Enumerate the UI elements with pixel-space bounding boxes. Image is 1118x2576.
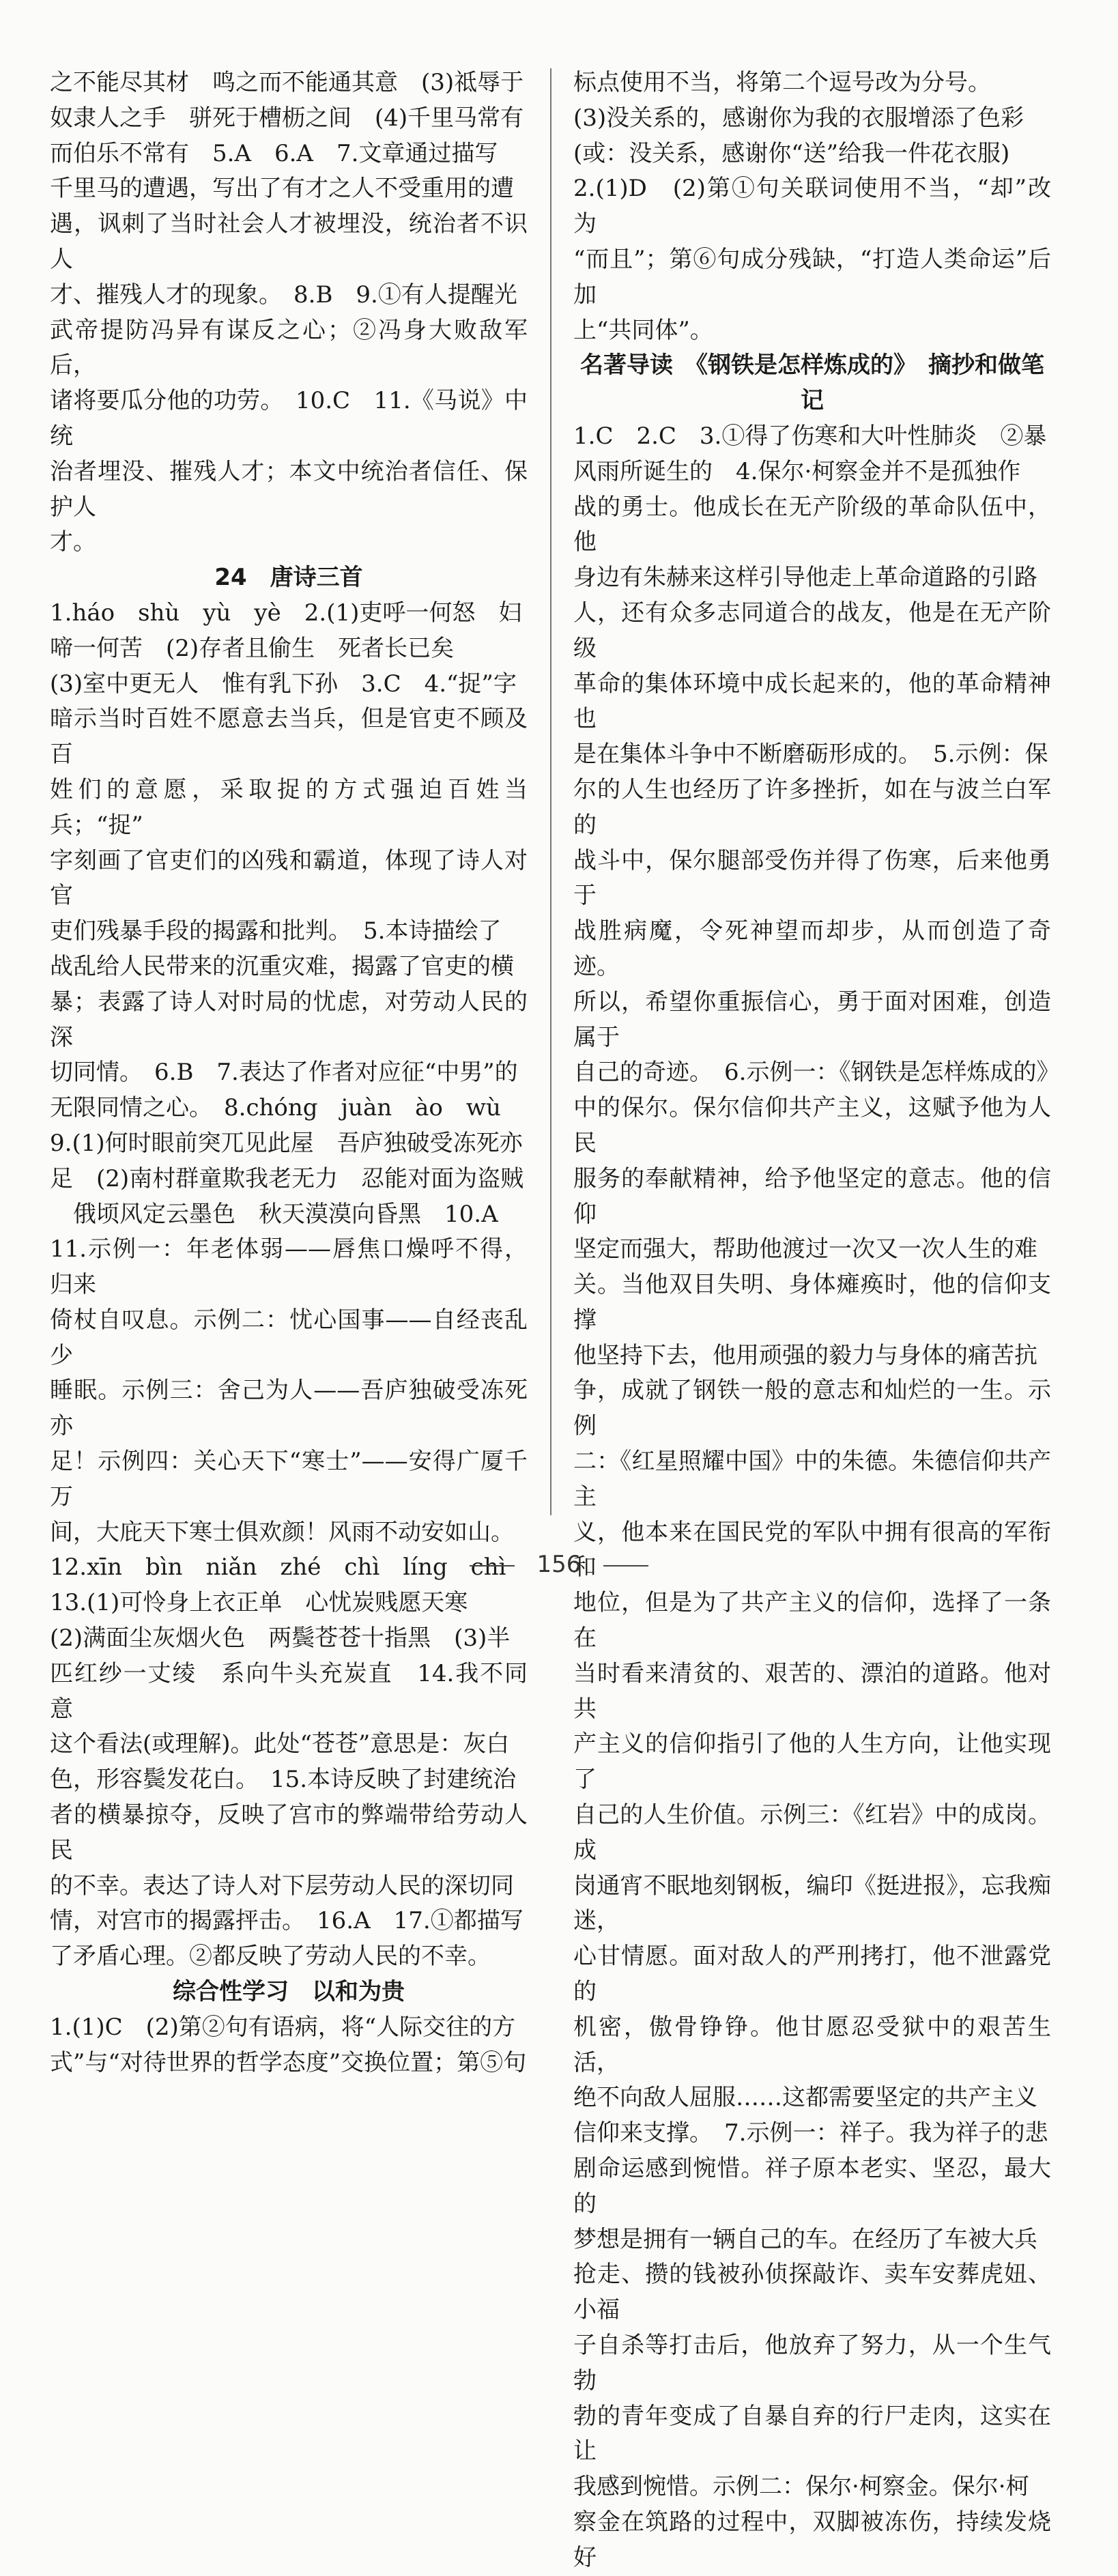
- text-line: 奴隶人之手 骈死于槽枥之间 (4)千里马常有: [50, 104, 524, 132]
- text-line: (或：没关系，感谢你“送”给我一件花衣服): [573, 139, 1010, 167]
- text-line: 我感到惋惜。示例二：保尔·柯察金。保尔·柯: [573, 2473, 1029, 2501]
- text-line: 倚杖自叹息。示例二：忧心国事——自经丧乱少: [50, 1306, 528, 1369]
- text-line: 俄顷风定云墨色 秋天漠漠向昏黑 10.A: [50, 1200, 498, 1228]
- text-line: 暗示当时百姓不愿意去当兵，但是官吏不顾及百: [50, 705, 528, 769]
- text-line: 心甘情愿。面对敌人的严刑拷打，他不泄露党的: [573, 1943, 1051, 2006]
- footer-dash-left: [470, 1565, 515, 1566]
- text-line: 战的勇士。他成长在无产阶级的革命队伍中，他: [573, 493, 1051, 556]
- text-line: 服务的奉献精神，给予他坚定的意志。他的信仰: [573, 1164, 1051, 1228]
- text-line: 足！示例四：关心天下“寒士”——安得广厦千万: [50, 1448, 528, 1511]
- text-line: 所以，希望你重振信心，勇于面对困难，创造属于: [573, 988, 1051, 1051]
- right-column: [573, 66, 1060, 2576]
- text-line: 绝不向敌人屈服……这都需要坚定的共产主义: [573, 2084, 1037, 2112]
- text-line: 抢走、攒的钱被孙侦探敲诈、卖车安葬虎妞、小福: [573, 2261, 1051, 2324]
- text-line: 身边有朱赫来这样引导他走上革命道路的引路: [573, 564, 1037, 592]
- text-line: 13.(1)可怜身上衣正单 心忧炭贱愿天寒: [50, 1589, 468, 1617]
- text-line: 11.示例一：年老体弱——唇焦口燥呼不得，归来: [50, 1235, 528, 1299]
- page-number: 156: [536, 1551, 582, 1578]
- text-line: 遇，讽刺了当时社会人才被埋没，统治者不识人: [50, 210, 528, 273]
- text-line: 尔的人生也经历了许多挫折，如在与波兰白军的: [573, 775, 1051, 839]
- text-line: 之不能尽其材 鸣之而不能通其意 (3)祗辱于: [50, 69, 524, 96]
- text-line: 切同情。 6.B 7.表达了作者对应征“中男”的: [50, 1059, 518, 1087]
- text-line: 战胜病魔，令死神望而却步，从而创造了奇迹。: [573, 917, 1051, 980]
- text-line: 而伯乐不常有 5.A 6.A 7.文章通过描写: [50, 139, 498, 167]
- page-footer: [0, 1551, 1118, 1578]
- text-line: 这个看法(或理解)。此处“苍苍”意思是：灰白: [50, 1730, 510, 1758]
- text-line: 他坚持下去，他用顽强的毅力与身体的痛苦抗: [573, 1341, 1037, 1369]
- text-line: 地位，但是为了共产主义的信仰，选择了一条在: [573, 1589, 1051, 1652]
- text-line: (3)室中更无人 惟有乳下孙 3.C 4.“捉”字: [50, 670, 517, 698]
- text-line: 剧命运感到惋惜。祥子原本老实、坚忍，最大的: [573, 2155, 1051, 2218]
- section-heading: 综合性学习 以和为贵: [173, 1978, 405, 2006]
- section-heading: 24 唐诗三首: [214, 564, 363, 592]
- text-line: 坚定而强大，帮助他渡过一次又一次人生的难: [573, 1235, 1037, 1263]
- text-line: 无限同情之心。 8.chóng juàn ào wù: [50, 1094, 501, 1122]
- text-line: 自己的奇迹。 6.示例一：《钢铁是怎样炼成的》: [573, 1059, 1060, 1087]
- text-line: 治者埋没、摧残人才；本文中统治者信任、保护人: [50, 457, 528, 521]
- text-line: 睡眠。示例三：舍己为人——吾庐独破受冻死亦: [50, 1377, 528, 1440]
- text-line: 察金在筑路的过程中，双脚被冻伤，持续发烧好: [573, 2508, 1051, 2571]
- text-line: 12.xīn bìn niǎn zhé chì líng chì: [50, 1554, 506, 1582]
- text-line: 色，形容鬓发花白。 15.本诗反映了封建统治: [50, 1766, 517, 1794]
- section-heading: 名著导读 《钢铁是怎样炼成的》 摘抄和做笔记: [580, 352, 1044, 415]
- text-line: 2.(1)D (2)第①句关联词使用不当，“却”改为: [573, 175, 1051, 238]
- text-line: 暴；表露了诗人对时局的忧虑，对劳动人民的深: [50, 988, 528, 1051]
- text-line: 是在集体斗争中不断磨砺形成的。 5.示例：保: [573, 741, 1048, 769]
- text-line: 武帝提防冯异有谋反之心；②冯身大败敌军后，: [50, 316, 528, 380]
- text-line: 人，还有众多志同道合的战友，他是在无产阶级: [573, 599, 1051, 662]
- text-line: 战乱给人民带来的沉重灾难，揭露了官吏的横: [50, 952, 514, 980]
- text-line: 上“共同体”。: [573, 316, 713, 344]
- text-line: 姓们的意愿，采取捉的方式强迫百姓当兵；“捉”: [50, 775, 528, 839]
- text-line: 足 (2)南村群童欺我老无力 忍能对面为盗贼: [50, 1164, 524, 1192]
- text-line: 间，大庇天下寒士俱欢颜！风雨不动安如山。: [50, 1518, 514, 1546]
- text-line: (3)没关系的，感谢你为我的衣服增添了色彩: [573, 104, 1024, 132]
- text-line: 了矛盾心理。②都反映了劳动人民的不幸。: [50, 1943, 491, 1971]
- text-line: 机密，傲骨铮铮。他甘愿忍受狱中的艰苦生活，: [573, 2013, 1051, 2076]
- text-line: 匹红纱一丈绫 系向牛头充炭直 14.我不同意: [50, 1659, 528, 1723]
- text-line: 千里马的遭遇，写出了有才之人不受重用的遭: [50, 175, 514, 203]
- text-line: 信仰来支撑。 7.示例一：祥子。我为祥子的悲: [573, 2119, 1048, 2147]
- text-line: (2)满面尘灰烟火色 两鬓苍苍十指黑 (3)半: [50, 1625, 511, 1652]
- text-line: 1.C 2.C 3.①得了伤寒和大叶性肺炎 ②暴: [573, 422, 1047, 450]
- text-line: 关。当他双目失明、身体瘫痪时，他的信仰支撑: [573, 1271, 1051, 1334]
- text-line: 者的横暴掠夺，反映了宫市的弊端带给劳动人民: [50, 1801, 528, 1864]
- text-line: 式”与“对待世界的哲学态度”交换位置；第⑤句: [50, 2048, 527, 2076]
- text-line: 标点使用不当，将第二个逗号改为分号。: [573, 69, 991, 96]
- text-line: 革命的集体环境中成长起来的，他的革命精神也: [573, 670, 1051, 733]
- text-line: 岗通宵不眠地刻钢板，编印《挺进报》，忘我痴迷，: [573, 1872, 1051, 1935]
- text-line: 当时看来清贫的、艰苦的、漂泊的道路。他对共: [573, 1659, 1051, 1723]
- text-line: 9.(1)何时眼前突兀见此屋 吾庐独破受冻死亦: [50, 1129, 523, 1157]
- text-line: 自己的人生价值。示例三：《红岩》中的成岗。成: [573, 1801, 1051, 1864]
- text-line: “而且”；第⑥句成分残缺，“打造人类命运”后加: [573, 245, 1051, 309]
- text-line: 的不幸。表达了诗人对下层劳动人民的深切同: [50, 1872, 514, 1900]
- text-line: 中的保尔。保尔信仰共产主义，这赋予他为人民: [573, 1094, 1051, 1157]
- text-line: 吏们残暴手段的揭露和批判。 5.本诗描绘了: [50, 917, 502, 945]
- left-column: [50, 66, 528, 2080]
- text-line: 勃的青年变成了自暴自弃的行尸走肉，这实在让: [573, 2402, 1051, 2465]
- text-line: 梦想是拥有一辆自己的车。在经历了车被大兵: [573, 2225, 1037, 2253]
- text-line: 风雨所诞生的 4.保尔·柯察金并不是孤独作: [573, 457, 1021, 485]
- text-line: 义，他本来在国民党的军队中拥有很高的军衔和: [573, 1518, 1051, 1582]
- text-line: 子自杀等打击后，他放弃了努力，从一个生气勃: [573, 2332, 1051, 2394]
- text-line: 才、摧残人才的现象。 8.B 9.①有人提醒光: [50, 281, 517, 309]
- text-line: 才。: [50, 528, 96, 556]
- text-line: 二：《红星照耀中国》中的朱德。朱德信仰共产主: [573, 1448, 1051, 1511]
- text-line: 战斗中，保尔腿部受伤并得了伤寒，后来他勇于: [573, 846, 1051, 910]
- text-line: 产主义的信仰指引了他的人生方向，让他实现了: [573, 1730, 1051, 1794]
- text-line: 1.háo shù yù yè 2.(1)吏呼一何怒 妇: [50, 599, 522, 627]
- column-divider: [550, 68, 551, 1515]
- text-line: 字刻画了官吏们的凶残和霸道，体现了诗人对官: [50, 846, 528, 910]
- text-line: 啼一何苦 (2)存者且偷生 死者长已矣: [50, 634, 455, 662]
- footer-dash-right: [603, 1565, 648, 1566]
- text-line: 1.(1)C (2)第②句有语病，将“人际交往的方: [50, 2013, 516, 2041]
- text-line: 情，对宫市的揭露抨击。 16.A 17.①都描写: [50, 1907, 524, 1935]
- text-line: 争，成就了钢铁一般的意志和灿烂的一生。示例: [573, 1377, 1051, 1440]
- text-line: 诸将要瓜分他的功劳。 10.C 11.《马说》中统: [50, 387, 528, 450]
